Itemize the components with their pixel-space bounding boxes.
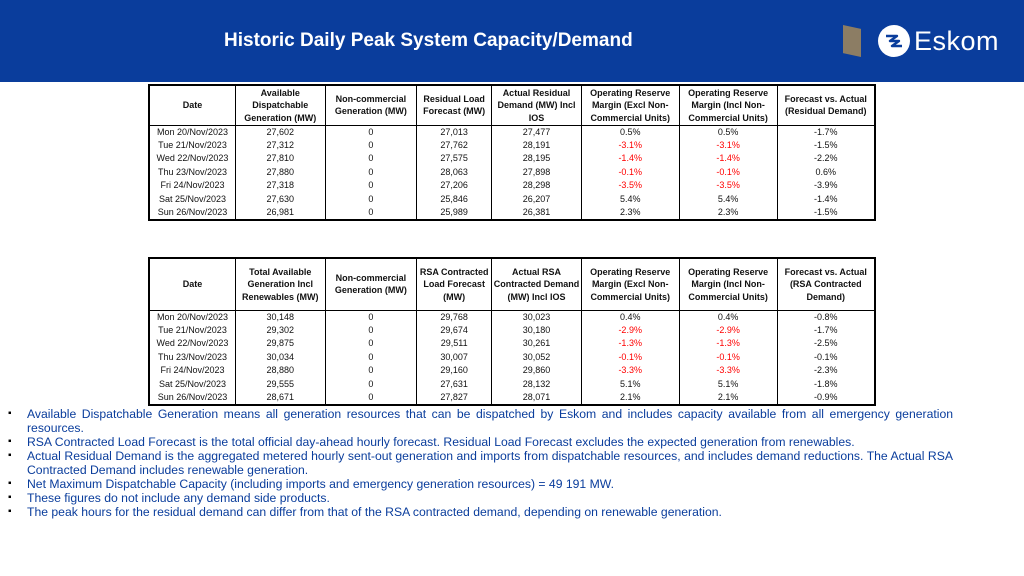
date-cell: Thu 23/Nov/2023 bbox=[149, 166, 235, 180]
value-cell: 0 bbox=[325, 139, 417, 153]
table-row bbox=[149, 324, 875, 338]
table-row bbox=[149, 152, 875, 166]
table-row bbox=[149, 166, 875, 180]
bullet-icon: ▪ bbox=[8, 506, 12, 517]
value-cell: -1.4% bbox=[777, 193, 875, 207]
value-cell: 30,034 bbox=[235, 351, 325, 365]
column-header: Non-commercial Generation (MW) bbox=[325, 85, 417, 125]
footnote-text: The peak hours for the residual demand can differ from that of the RSA contracted demand, depending on renewable generation. bbox=[27, 505, 722, 519]
value-cell: 30,023 bbox=[492, 310, 582, 324]
value-cell: 5.4% bbox=[581, 193, 679, 207]
table-row bbox=[149, 391, 875, 405]
value-cell: -1.5% bbox=[777, 206, 875, 220]
value-cell: 29,555 bbox=[235, 378, 325, 392]
value-cell: 29,160 bbox=[417, 364, 492, 378]
value-cell: 27,762 bbox=[417, 139, 492, 153]
value-cell: 26,207 bbox=[492, 193, 582, 207]
value-cell: -3.9% bbox=[777, 179, 875, 193]
footnote-item bbox=[8, 505, 953, 519]
column-header: Non-commercial Generation (MW) bbox=[325, 258, 417, 310]
value-cell: 27,013 bbox=[417, 125, 492, 139]
date-cell: Tue 21/Nov/2023 bbox=[149, 139, 235, 153]
value-cell: -1.4% bbox=[679, 152, 777, 166]
bullet-icon: ▪ bbox=[8, 436, 12, 447]
value-cell: -3.3% bbox=[679, 364, 777, 378]
value-cell: 28,298 bbox=[492, 179, 582, 193]
value-cell: -0.1% bbox=[679, 351, 777, 365]
value-cell: 0 bbox=[325, 378, 417, 392]
table-row bbox=[149, 139, 875, 153]
eskom-logo-mark bbox=[843, 25, 861, 57]
value-cell: 28,132 bbox=[492, 378, 582, 392]
date-cell: Tue 21/Nov/2023 bbox=[149, 324, 235, 338]
value-cell: 29,860 bbox=[492, 364, 582, 378]
value-cell: 5.1% bbox=[679, 378, 777, 392]
rsa-contracted-table bbox=[148, 257, 876, 406]
table-row bbox=[149, 310, 875, 324]
date-cell: Mon 20/Nov/2023 bbox=[149, 310, 235, 324]
value-cell: 0 bbox=[325, 206, 417, 220]
value-cell: 27,575 bbox=[417, 152, 492, 166]
value-cell: 0 bbox=[325, 364, 417, 378]
value-cell: 26,381 bbox=[492, 206, 582, 220]
bullet-icon: ▪ bbox=[8, 408, 12, 419]
value-cell: -3.5% bbox=[581, 179, 679, 193]
value-cell: -1.4% bbox=[581, 152, 679, 166]
value-cell: 26,981 bbox=[235, 206, 325, 220]
value-cell: 0.5% bbox=[679, 125, 777, 139]
value-cell: 27,880 bbox=[235, 166, 325, 180]
value-cell: 27,810 bbox=[235, 152, 325, 166]
column-header: RSA Contracted Load Forecast (MW) bbox=[417, 258, 492, 310]
value-cell: 2.3% bbox=[679, 206, 777, 220]
bullet-icon: ▪ bbox=[8, 492, 12, 503]
column-header: Available Dispatchable Generation (MW) bbox=[235, 85, 325, 125]
value-cell: 0 bbox=[325, 391, 417, 405]
page-title: Historic Daily Peak System Capacity/Demand bbox=[224, 30, 633, 51]
value-cell: 5.1% bbox=[581, 378, 679, 392]
table-row bbox=[149, 206, 875, 220]
value-cell: 27,602 bbox=[235, 125, 325, 139]
value-cell: 0 bbox=[325, 193, 417, 207]
date-cell: Sun 26/Nov/2023 bbox=[149, 391, 235, 405]
footnote-text: RSA Contracted Load Forecast is the total official day-ahead hourly forecast. Residual Load Forecast excludes the expected generation from renewables. bbox=[27, 435, 855, 449]
footnote-item bbox=[8, 491, 953, 505]
value-cell: 27,898 bbox=[492, 166, 582, 180]
value-cell: 30,180 bbox=[492, 324, 582, 338]
value-cell: 2.3% bbox=[581, 206, 679, 220]
value-cell: -1.8% bbox=[777, 378, 875, 392]
value-cell: 27,318 bbox=[235, 179, 325, 193]
value-cell: 29,674 bbox=[417, 324, 492, 338]
date-cell: Sat 25/Nov/2023 bbox=[149, 193, 235, 207]
column-header: Date bbox=[149, 85, 235, 125]
value-cell: 0.4% bbox=[581, 310, 679, 324]
value-cell: 27,477 bbox=[492, 125, 582, 139]
table-header-row bbox=[149, 85, 875, 125]
bullet-icon: ▪ bbox=[8, 478, 12, 489]
value-cell: 0.5% bbox=[581, 125, 679, 139]
table-row bbox=[149, 337, 875, 351]
value-cell: 29,511 bbox=[417, 337, 492, 351]
residual-demand-table bbox=[148, 84, 876, 221]
column-header: Forecast vs. Actual (RSA Contracted Demand) bbox=[777, 258, 875, 310]
value-cell: 0 bbox=[325, 310, 417, 324]
value-cell: 29,875 bbox=[235, 337, 325, 351]
value-cell: 25,846 bbox=[417, 193, 492, 207]
value-cell: -2.5% bbox=[777, 337, 875, 351]
table-row bbox=[149, 364, 875, 378]
value-cell: 30,052 bbox=[492, 351, 582, 365]
value-cell: -0.8% bbox=[777, 310, 875, 324]
header-bar bbox=[0, 0, 1024, 82]
value-cell: -3.5% bbox=[679, 179, 777, 193]
footnote-item bbox=[8, 435, 953, 449]
value-cell: -3.3% bbox=[581, 364, 679, 378]
value-cell: 0.4% bbox=[679, 310, 777, 324]
table-row bbox=[149, 125, 875, 139]
footnote-item bbox=[8, 449, 953, 477]
value-cell: -0.1% bbox=[777, 351, 875, 365]
column-header: Operating Reserve Margin (Incl Non-Commercial Units) bbox=[679, 85, 777, 125]
value-cell: -2.3% bbox=[777, 364, 875, 378]
table-row bbox=[149, 179, 875, 193]
value-cell: -0.1% bbox=[679, 166, 777, 180]
value-cell: 0 bbox=[325, 351, 417, 365]
date-cell: Wed 22/Nov/2023 bbox=[149, 337, 235, 351]
column-header: Operating Reserve Margin (Excl Non-Commercial Units) bbox=[581, 85, 679, 125]
value-cell: 29,302 bbox=[235, 324, 325, 338]
footnote-item bbox=[8, 477, 953, 491]
value-cell: 27,312 bbox=[235, 139, 325, 153]
table-row bbox=[149, 351, 875, 365]
column-header: Total Available Generation Incl Renewables (MW) bbox=[235, 258, 325, 310]
date-cell: Wed 22/Nov/2023 bbox=[149, 152, 235, 166]
value-cell: 25,989 bbox=[417, 206, 492, 220]
value-cell: -1.7% bbox=[777, 125, 875, 139]
date-cell: Sun 26/Nov/2023 bbox=[149, 206, 235, 220]
value-cell: 27,630 bbox=[235, 193, 325, 207]
value-cell: -1.5% bbox=[777, 139, 875, 153]
value-cell: -2.9% bbox=[679, 324, 777, 338]
value-cell: 0 bbox=[325, 179, 417, 193]
column-header: Date bbox=[149, 258, 235, 310]
footnote-text: Net Maximum Dispatchable Capacity (including imports and emergency generation resources) = 49 191 MW. bbox=[27, 477, 614, 491]
value-cell: 28,195 bbox=[492, 152, 582, 166]
value-cell: -0.9% bbox=[777, 391, 875, 405]
table-row bbox=[149, 378, 875, 392]
value-cell: -1.7% bbox=[777, 324, 875, 338]
value-cell: -3.1% bbox=[581, 139, 679, 153]
column-header: Actual RSA Contracted Demand (MW) Incl IOS bbox=[492, 258, 582, 310]
value-cell: 2.1% bbox=[581, 391, 679, 405]
footnote-item bbox=[8, 407, 953, 435]
footnote-text: Actual Residual Demand is the aggregated metered hourly sent-out generation and imports from dispatchable resources, and includes demand reductions. The Actual RSA Contracted Demand includes renewable generation. bbox=[27, 449, 953, 477]
value-cell: 30,261 bbox=[492, 337, 582, 351]
value-cell: 28,071 bbox=[492, 391, 582, 405]
bullet-icon: ▪ bbox=[8, 450, 12, 461]
column-header: Forecast vs. Actual (Residual Demand) bbox=[777, 85, 875, 125]
value-cell: 28,880 bbox=[235, 364, 325, 378]
table-header-row bbox=[149, 258, 875, 310]
value-cell: -0.1% bbox=[581, 166, 679, 180]
date-cell: Mon 20/Nov/2023 bbox=[149, 125, 235, 139]
value-cell: -2.2% bbox=[777, 152, 875, 166]
value-cell: -0.1% bbox=[581, 351, 679, 365]
date-cell: Thu 23/Nov/2023 bbox=[149, 351, 235, 365]
date-cell: Fri 24/Nov/2023 bbox=[149, 364, 235, 378]
value-cell: -1.3% bbox=[581, 337, 679, 351]
value-cell: -3.1% bbox=[679, 139, 777, 153]
value-cell: 5.4% bbox=[679, 193, 777, 207]
value-cell: 2.1% bbox=[679, 391, 777, 405]
footnote-text: Available Dispatchable Generation means all generation resources that can be dispatched by Eskom and includes capacity available from all emergency generation resources. bbox=[27, 407, 953, 435]
value-cell: 0.6% bbox=[777, 166, 875, 180]
value-cell: 29,768 bbox=[417, 310, 492, 324]
footnote-text: These figures do not include any demand side products. bbox=[27, 491, 330, 505]
value-cell: -1.3% bbox=[679, 337, 777, 351]
value-cell: 28,063 bbox=[417, 166, 492, 180]
column-header: Operating Reserve Margin (Incl Non-Commercial Units) bbox=[679, 258, 777, 310]
footnotes bbox=[8, 407, 953, 519]
value-cell: 27,631 bbox=[417, 378, 492, 392]
value-cell: 28,671 bbox=[235, 391, 325, 405]
eskom-logo-icon bbox=[877, 24, 911, 58]
value-cell: 28,191 bbox=[492, 139, 582, 153]
date-cell: Fri 24/Nov/2023 bbox=[149, 179, 235, 193]
table-row bbox=[149, 193, 875, 207]
value-cell: 0 bbox=[325, 125, 417, 139]
column-header: Residual Load Forecast (MW) bbox=[417, 85, 492, 125]
value-cell: 30,148 bbox=[235, 310, 325, 324]
column-header: Actual Residual Demand (MW) Incl IOS bbox=[492, 85, 582, 125]
value-cell: 0 bbox=[325, 152, 417, 166]
value-cell: 0 bbox=[325, 324, 417, 338]
date-cell: Sat 25/Nov/2023 bbox=[149, 378, 235, 392]
value-cell: 0 bbox=[325, 166, 417, 180]
value-cell: 0 bbox=[325, 337, 417, 351]
value-cell: 27,827 bbox=[417, 391, 492, 405]
logo-wordmark: Eskom bbox=[914, 26, 1000, 56]
value-cell: -2.9% bbox=[581, 324, 679, 338]
value-cell: 30,007 bbox=[417, 351, 492, 365]
value-cell: 27,206 bbox=[417, 179, 492, 193]
column-header: Operating Reserve Margin (Excl Non-Commercial Units) bbox=[581, 258, 679, 310]
